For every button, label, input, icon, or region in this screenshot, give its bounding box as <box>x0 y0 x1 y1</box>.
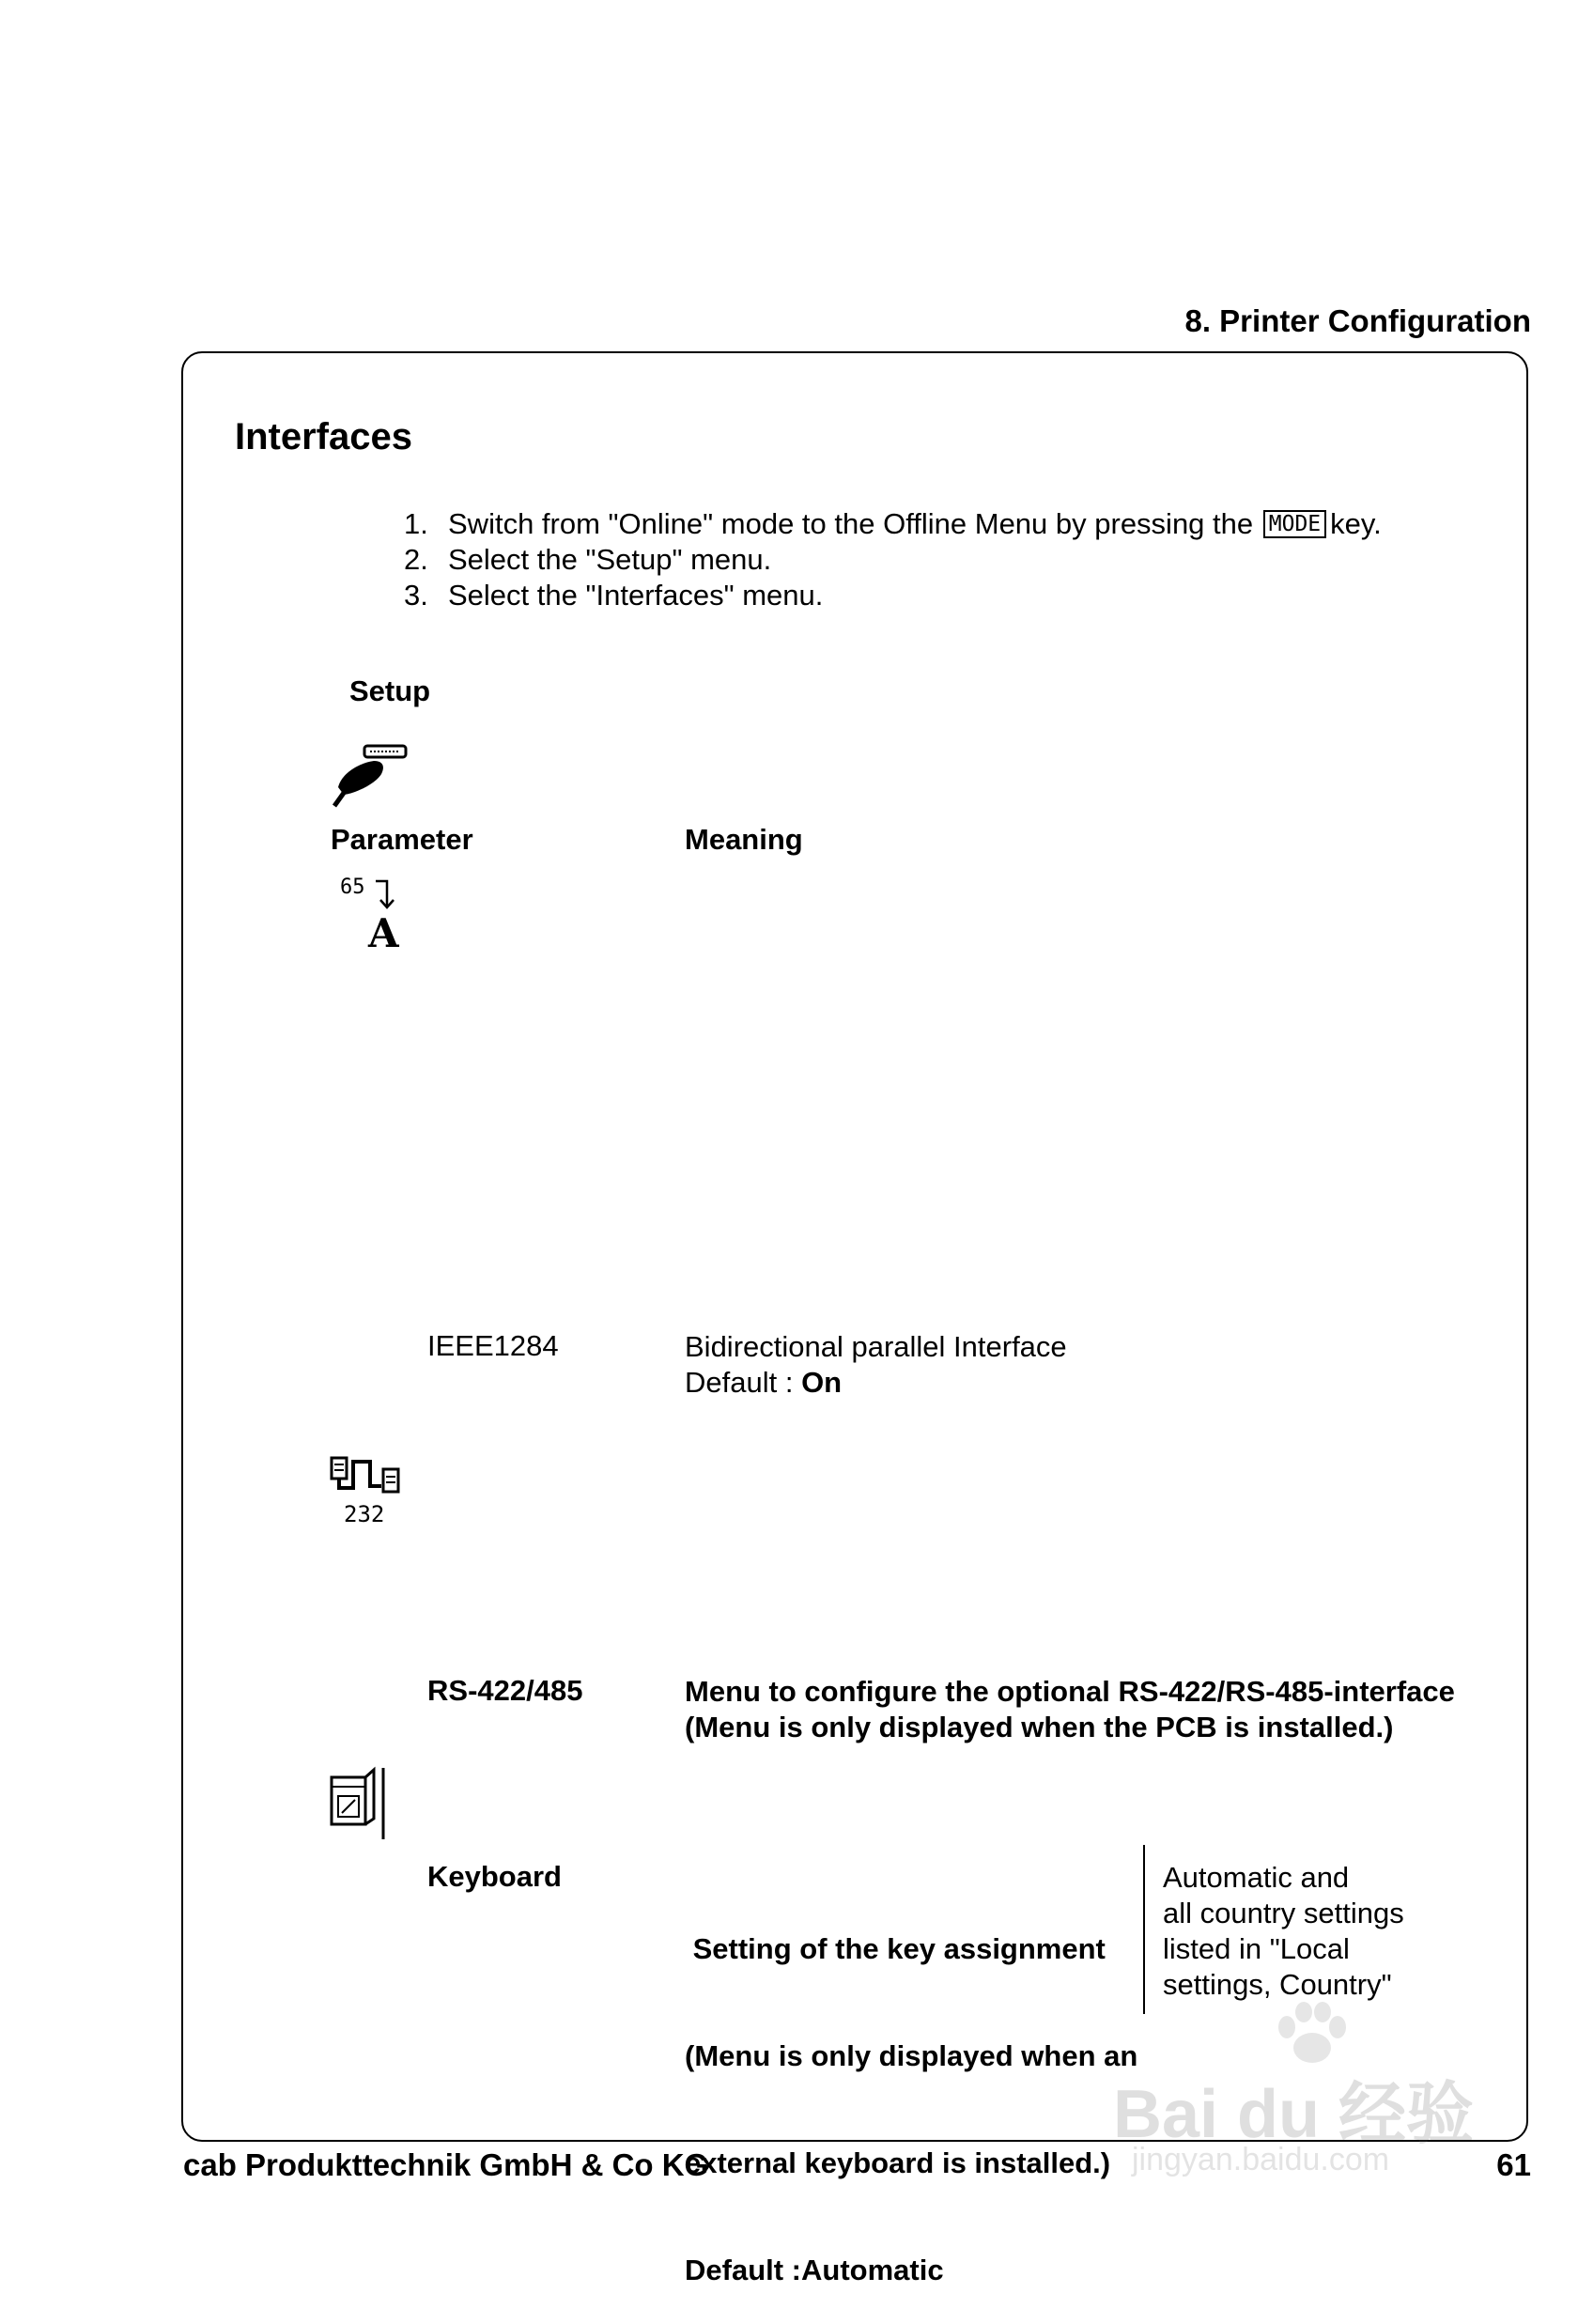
column-header-meaning: Meaning <box>685 823 803 856</box>
meaning-line: Menu to configure the optional RS-422/RS-485-interface <box>685 1675 1455 1708</box>
default-label: Default : <box>685 1366 802 1399</box>
step-1 <box>404 506 1382 542</box>
option-line: all country settings <box>1163 1897 1404 1929</box>
column-divider <box>1143 1845 1145 2014</box>
meaning-keyboard <box>685 1860 1137 2324</box>
instruction-steps <box>404 506 1382 613</box>
serial-label: 232 <box>344 1501 385 1527</box>
step-number: 1. <box>404 507 428 540</box>
step-2 <box>404 542 1382 578</box>
footer-company: cab Produkttechnik GmbH & Co KG <box>183 2147 709 2182</box>
step-3 <box>404 578 1382 613</box>
section-header: 8. Printer Configuration <box>1184 303 1531 338</box>
baidu-watermark <box>1113 2001 1508 2189</box>
param-rs422-485: RS-422/485 <box>427 1674 583 1707</box>
step-text: Select the "Setup" menu. <box>448 543 772 576</box>
option-line: Automatic and <box>1163 1861 1350 1894</box>
meaning-line: Setting of the key assignment <box>685 1932 1106 1965</box>
char-set-code: 65 <box>340 875 365 899</box>
mode-key: MODE <box>1263 510 1326 538</box>
setup-label: Setup <box>349 674 431 707</box>
default-value: On <box>801 1366 843 1399</box>
column-header-parameter: Parameter <box>331 823 473 856</box>
page-title: Interfaces <box>235 416 412 457</box>
interfaces-cable-icon <box>329 744 410 810</box>
meaning-line: external keyboard is installed.) <box>685 2146 1111 2179</box>
step-number: 2. <box>404 543 428 576</box>
default-line <box>685 1365 1067 1401</box>
page-number: 61 <box>1496 2147 1531 2182</box>
character-set-icon <box>338 874 413 958</box>
step-text-end: key. <box>1330 507 1382 540</box>
watermark-brand: Bai du 经验 <box>1113 2077 1475 2152</box>
step-number: 3. <box>404 579 428 612</box>
serial-rs232-icon <box>329 1454 413 1539</box>
meaning-rs422-485 <box>685 1674 1455 1745</box>
char-set-letter: A <box>368 910 399 956</box>
step-text: Select the "Interfaces" menu. <box>448 579 824 612</box>
meaning-text: Bidirectional parallel Interface <box>685 1330 1067 1363</box>
meaning-line: Default :Automatic <box>685 2254 944 2286</box>
meaning-line: (Menu is only displayed when an <box>685 2039 1138 2072</box>
option-line: listed in "Local <box>1163 1932 1350 1965</box>
param-ieee1284: IEEE1284 <box>427 1329 559 1362</box>
param-keyboard: Keyboard <box>427 1860 562 1893</box>
meaning-line: (Menu is only displayed when the PCB is installed.) <box>685 1711 1394 1743</box>
watermark-url: jingyan.baidu.com <box>1132 2142 1390 2177</box>
printer-keyboard-icon <box>329 1766 391 1841</box>
keyboard-options <box>1163 1860 1404 2003</box>
step-text: Switch from "Online" mode to the Offline Menu by pressing the <box>448 507 1254 540</box>
meaning-ieee1284 <box>685 1329 1067 1401</box>
option-line: settings, Country" <box>1163 1968 1392 2001</box>
